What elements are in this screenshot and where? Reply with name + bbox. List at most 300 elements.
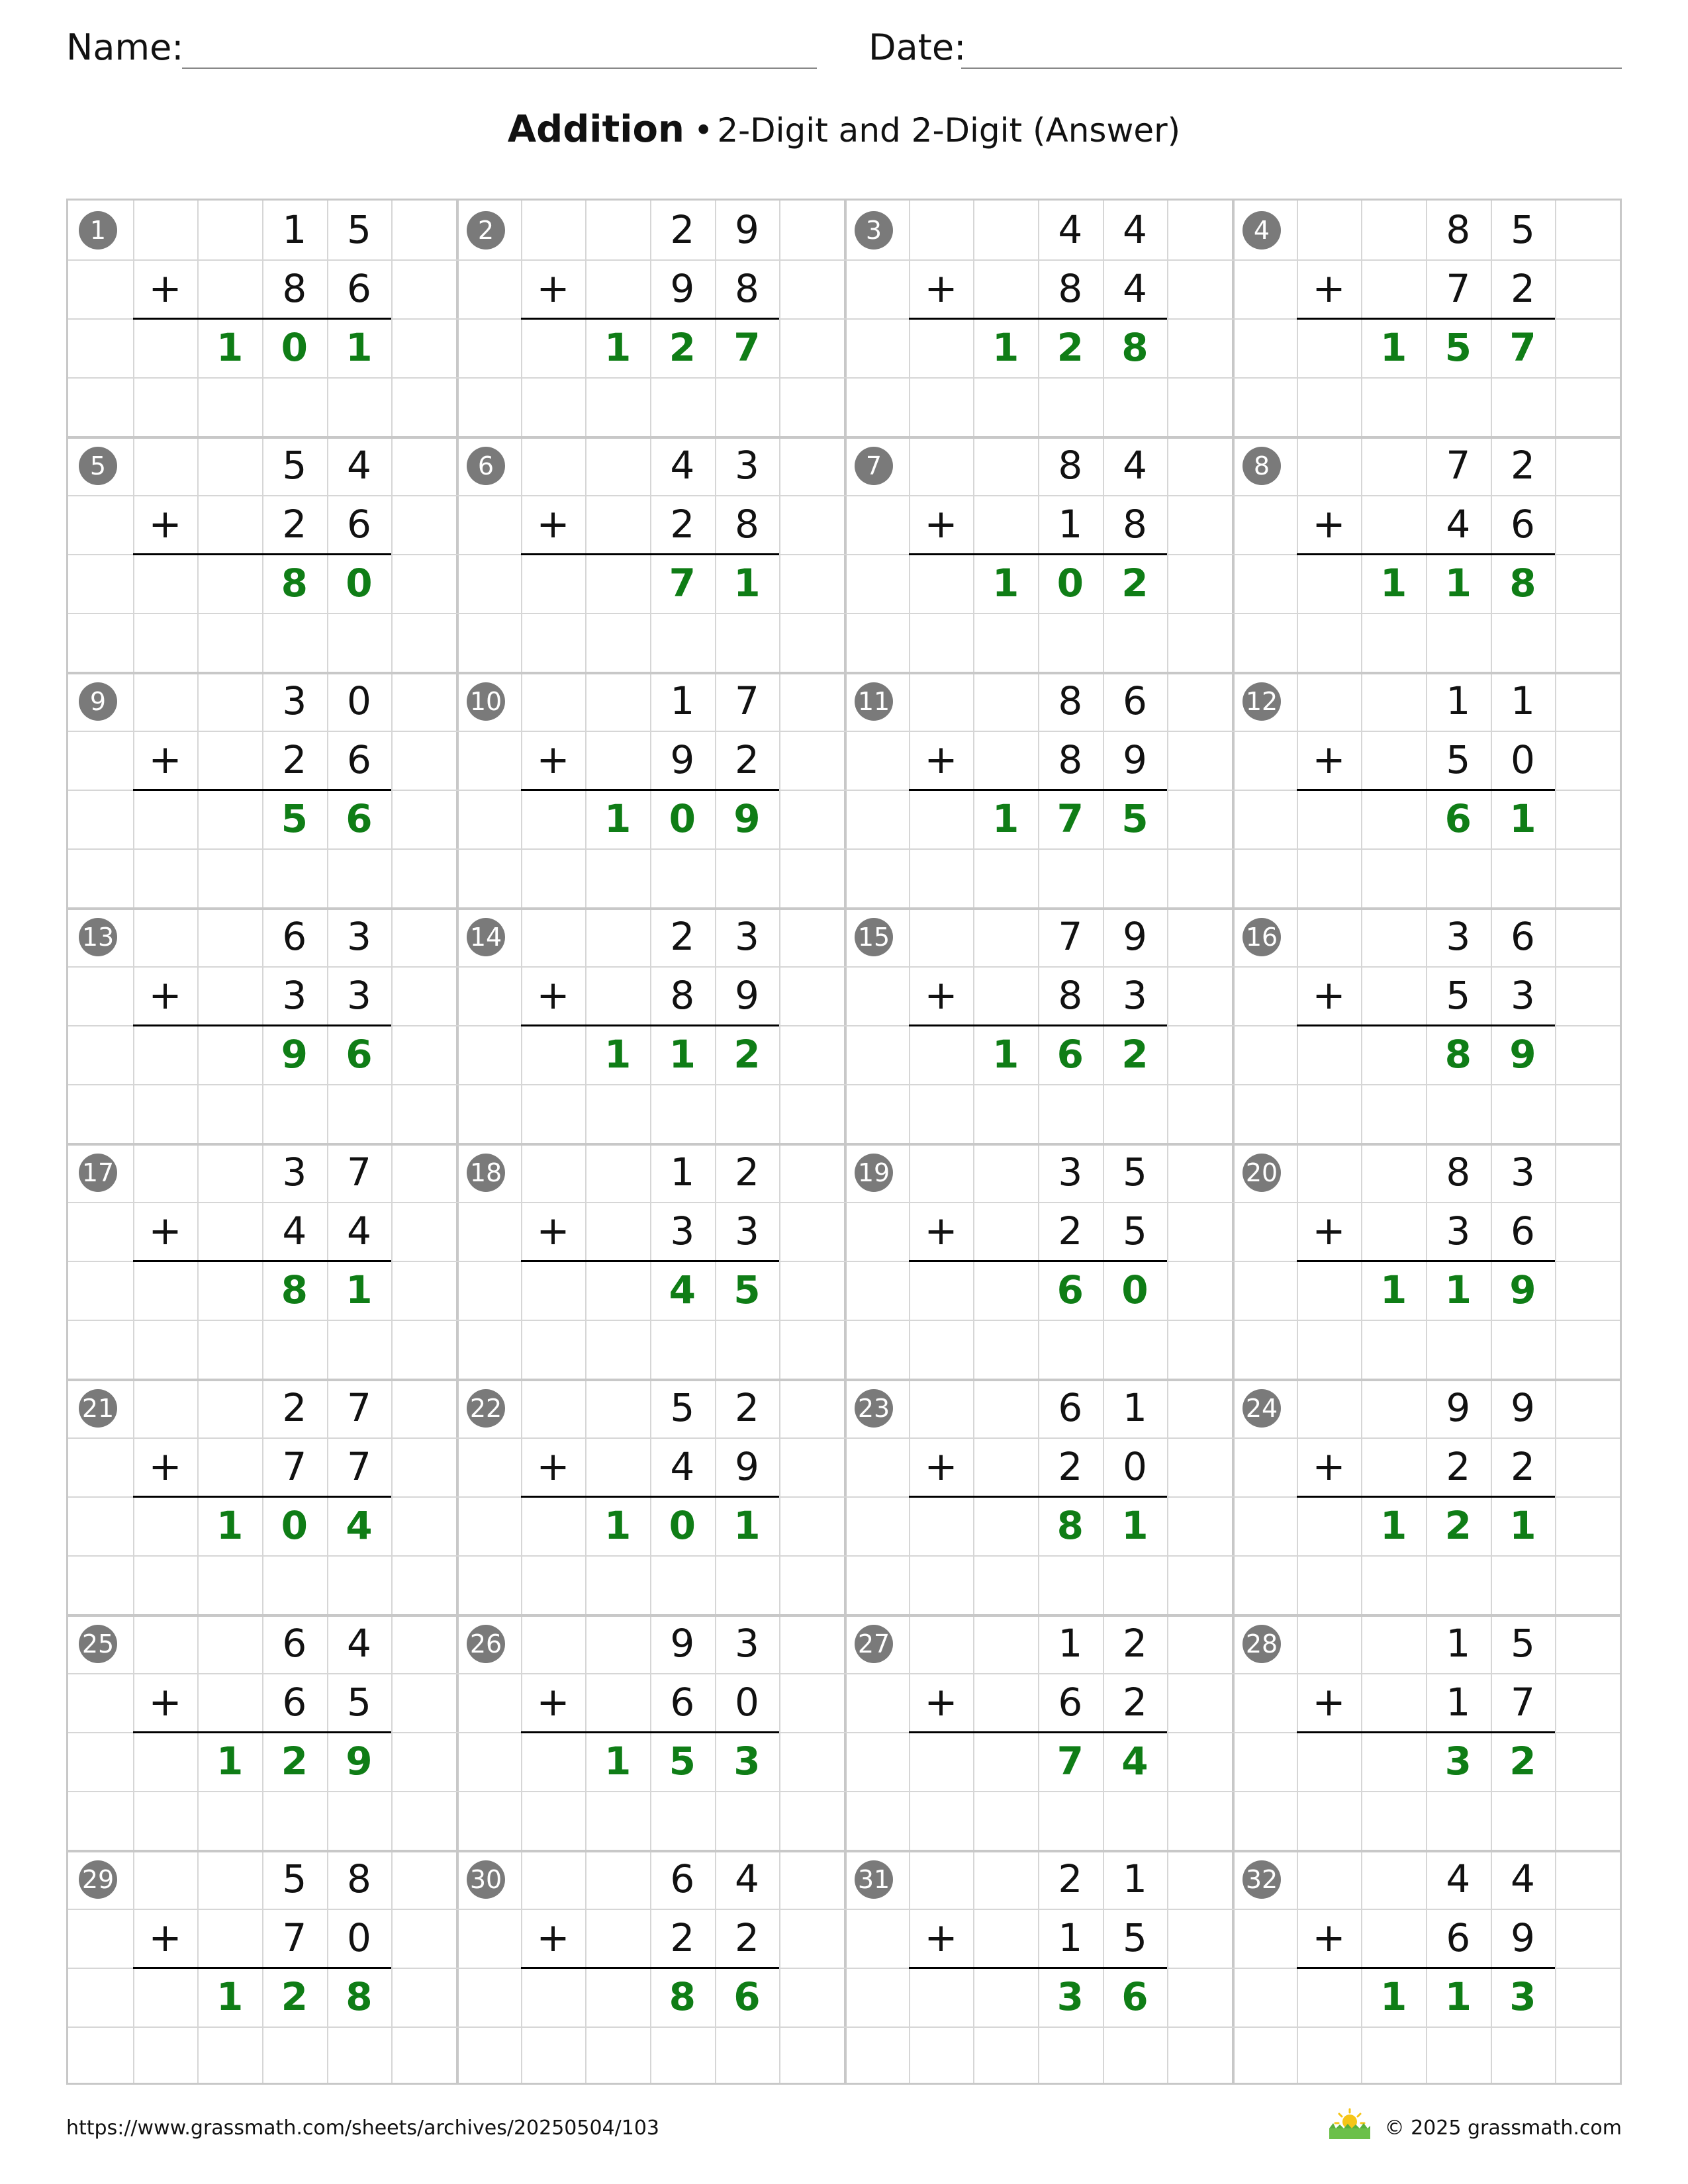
addend-top-digit: 1 <box>1123 1856 1147 1901</box>
problem-7 <box>844 436 1232 672</box>
addend-bottom-digit: 8 <box>735 266 759 311</box>
answer-digit: 3 <box>1509 1974 1536 2019</box>
addend-top-digit: 6 <box>670 1856 695 1901</box>
answer-digit: 1 <box>604 1503 632 1548</box>
answer-digit: 1 <box>216 1503 244 1548</box>
addend-bottom-digit: 4 <box>282 1208 307 1253</box>
problem-number-badge: 13 <box>79 918 117 956</box>
problem-8 <box>1232 436 1620 672</box>
addend-top-digit: 1 <box>670 1150 695 1195</box>
answer-digit: 9 <box>1509 1032 1536 1077</box>
plus-sign: + <box>148 1443 182 1490</box>
answer-digit: 0 <box>669 1503 696 1548</box>
problem-number-badge: 2 <box>467 211 505 250</box>
answer-digit: 7 <box>1056 796 1084 841</box>
answer-digit: 1 <box>1380 561 1407 606</box>
addend-bottom-digit: 4 <box>670 1444 695 1489</box>
addend-top-digit: 7 <box>347 1385 371 1430</box>
addend-top-digit: 8 <box>1058 443 1083 488</box>
worksheet-title <box>0 106 1688 154</box>
answer-digit: 1 <box>216 1739 244 1784</box>
addend-top-digit: 3 <box>282 678 307 723</box>
addend-bottom-digit: 3 <box>670 1208 695 1253</box>
addend-bottom-digit: 5 <box>1446 973 1471 1018</box>
plus-sign: + <box>536 501 570 547</box>
answer-digit: 8 <box>1509 561 1536 606</box>
plus-sign: + <box>924 972 958 1019</box>
answer-digit: 6 <box>1056 1267 1084 1312</box>
problem-15 <box>844 907 1232 1143</box>
addend-bottom-digit: 2 <box>1058 1444 1083 1489</box>
addend-top-digit: 5 <box>282 1856 307 1901</box>
problem-number-badge: 7 <box>855 447 893 485</box>
plus-sign: + <box>924 1679 958 1725</box>
answer-digit: 8 <box>1121 325 1149 370</box>
addend-top-digit: 1 <box>1446 1621 1471 1666</box>
addend-bottom-digit: 6 <box>670 1680 695 1725</box>
problem-28 <box>1232 1614 1620 1850</box>
answer-digit: 5 <box>281 796 308 841</box>
problem-4 <box>1232 201 1620 436</box>
plus-sign: + <box>148 265 182 312</box>
answer-digit: 9 <box>281 1032 308 1077</box>
problem-27 <box>844 1614 1232 1850</box>
plus-sign: + <box>924 501 958 547</box>
addend-top-digit: 8 <box>1058 678 1083 723</box>
problem-12 <box>1232 672 1620 907</box>
problem-number-badge: 12 <box>1243 682 1281 721</box>
plus-sign: + <box>148 1208 182 1254</box>
answer-digit: 2 <box>1056 325 1084 370</box>
plus-sign: + <box>536 1443 570 1490</box>
addend-bottom-digit: 9 <box>735 973 759 1018</box>
problem-31 <box>844 1850 1232 2085</box>
addend-top-digit: 1 <box>282 207 307 252</box>
addend-bottom-digit: 4 <box>347 1208 371 1253</box>
addend-bottom-digit: 5 <box>347 1680 371 1725</box>
answer-digit: 1 <box>992 325 1019 370</box>
problem-20 <box>1232 1143 1620 1379</box>
answer-digit: 7 <box>1056 1739 1084 1784</box>
addend-top-digit: 1 <box>1058 1621 1083 1666</box>
addend-top-digit: 4 <box>1511 1856 1535 1901</box>
addend-top-digit: 1 <box>1123 1385 1147 1430</box>
answer-digit: 8 <box>1444 1032 1472 1077</box>
addend-bottom-digit: 1 <box>1058 502 1083 547</box>
addend-top-digit: 2 <box>1511 443 1535 488</box>
addend-bottom-digit: 5 <box>1123 1208 1147 1253</box>
addend-bottom-digit: 2 <box>735 1915 759 1960</box>
addend-top-digit: 3 <box>1058 1150 1083 1195</box>
answer-digit: 1 <box>733 561 761 606</box>
addend-bottom-digit: 9 <box>1511 1915 1535 1960</box>
problem-2 <box>456 201 844 436</box>
plus-sign: + <box>148 501 182 547</box>
answer-digit: 5 <box>1121 796 1149 841</box>
problem-22 <box>456 1379 844 1614</box>
plus-sign: + <box>536 1915 570 1961</box>
answer-digit: 2 <box>1444 1503 1472 1548</box>
addend-bottom-digit: 6 <box>1446 1915 1471 1960</box>
addend-bottom-digit: 9 <box>1123 737 1147 782</box>
addend-bottom-digit: 8 <box>1123 502 1147 547</box>
problem-14 <box>456 907 844 1143</box>
addend-top-digit: 0 <box>347 678 371 723</box>
addend-bottom-digit: 7 <box>1446 266 1471 311</box>
answer-digit: 2 <box>1121 1032 1149 1077</box>
addend-top-digit: 3 <box>282 1150 307 1195</box>
addend-top-digit: 7 <box>347 1150 371 1195</box>
date-label: Date: <box>868 26 966 68</box>
answer-digit: 5 <box>1444 325 1472 370</box>
addend-bottom-digit: 2 <box>1511 266 1535 311</box>
addend-bottom-digit: 5 <box>1123 1915 1147 1960</box>
plus-sign: + <box>1312 1208 1346 1254</box>
answer-digit: 9 <box>346 1739 373 1784</box>
addend-top-digit: 4 <box>1446 1856 1471 1901</box>
answer-digit: 7 <box>733 325 761 370</box>
answer-digit: 1 <box>992 1032 1019 1077</box>
addend-bottom-digit: 0 <box>735 1680 759 1725</box>
addend-top-digit: 7 <box>735 678 759 723</box>
problem-30 <box>456 1850 844 2085</box>
addend-bottom-digit: 6 <box>1511 1208 1535 1253</box>
plus-sign: + <box>536 1208 570 1254</box>
problem-3 <box>844 201 1232 436</box>
addend-bottom-digit: 9 <box>670 266 695 311</box>
problem-24 <box>1232 1379 1620 1614</box>
problem-25 <box>68 1614 456 1850</box>
answer-digit: 1 <box>1509 1503 1536 1548</box>
addend-top-digit: 3 <box>735 443 759 488</box>
addend-bottom-digit: 8 <box>1058 737 1083 782</box>
plus-sign: + <box>1312 265 1346 312</box>
answer-digit: 3 <box>1056 1974 1084 2019</box>
addend-bottom-digit: 6 <box>347 266 371 311</box>
addend-bottom-digit: 5 <box>1446 737 1471 782</box>
addend-bottom-digit: 2 <box>735 737 759 782</box>
addend-bottom-digit: 9 <box>670 737 695 782</box>
title-subtitle: 2-Digit and 2-Digit (Answer) <box>717 111 1181 150</box>
plus-sign: + <box>1312 501 1346 547</box>
answer-digit: 2 <box>733 1032 761 1077</box>
answer-digit: 4 <box>669 1267 696 1312</box>
answer-digit: 1 <box>1444 561 1472 606</box>
addend-bottom-digit: 6 <box>347 502 371 547</box>
addend-top-digit: 5 <box>1123 1150 1147 1195</box>
addend-top-digit: 1 <box>1446 678 1471 723</box>
problem-number-badge: 26 <box>467 1625 505 1663</box>
answer-digit: 1 <box>346 1267 373 1312</box>
answer-digit: 1 <box>216 1974 244 2019</box>
addend-top-digit: 6 <box>1511 914 1535 959</box>
answer-digit: 1 <box>604 796 632 841</box>
answer-digit: 6 <box>346 796 373 841</box>
addend-bottom-digit: 0 <box>1511 737 1535 782</box>
title-separator: • <box>693 111 714 150</box>
answer-digit: 0 <box>281 1503 308 1548</box>
problem-number-badge: 23 <box>855 1389 893 1428</box>
answer-digit: 0 <box>1056 561 1084 606</box>
problem-18 <box>456 1143 844 1379</box>
addend-bottom-digit: 1 <box>1058 1915 1083 1960</box>
addend-top-digit: 8 <box>1446 207 1471 252</box>
addend-bottom-digit: 2 <box>670 1915 695 1960</box>
addend-bottom-digit: 2 <box>282 737 307 782</box>
answer-digit: 0 <box>346 561 373 606</box>
addend-bottom-digit: 4 <box>1446 502 1471 547</box>
problem-number-badge: 15 <box>855 918 893 956</box>
addend-bottom-digit: 3 <box>735 1208 759 1253</box>
addend-top-digit: 2 <box>735 1150 759 1195</box>
answer-digit: 2 <box>1509 1739 1536 1784</box>
addend-bottom-digit: 3 <box>282 973 307 1018</box>
addend-top-digit: 3 <box>735 1621 759 1666</box>
addend-bottom-digit: 3 <box>1123 973 1147 1018</box>
answer-digit: 1 <box>1509 796 1536 841</box>
answer-digit: 5 <box>669 1739 696 1784</box>
problem-number-badge: 1 <box>79 211 117 250</box>
problem-11 <box>844 672 1232 907</box>
addend-top-digit: 2 <box>1058 1856 1083 1901</box>
answer-digit: 9 <box>733 796 761 841</box>
plus-sign: + <box>1312 1443 1346 1490</box>
addend-bottom-digit: 6 <box>1511 502 1535 547</box>
addend-top-digit: 5 <box>347 207 371 252</box>
problem-number-badge: 8 <box>1243 447 1281 485</box>
addend-bottom-digit: 0 <box>1123 1444 1147 1489</box>
answer-digit: 8 <box>281 561 308 606</box>
plus-sign: + <box>148 737 182 783</box>
answer-digit: 1 <box>992 561 1019 606</box>
addend-top-digit: 7 <box>1058 914 1083 959</box>
problem-number-badge: 30 <box>467 1860 505 1899</box>
problem-number-badge: 9 <box>79 682 117 721</box>
addend-top-digit: 5 <box>1511 207 1535 252</box>
addend-bottom-digit: 6 <box>347 737 371 782</box>
problem-number-badge: 24 <box>1243 1389 1281 1428</box>
problem-29 <box>68 1850 456 2085</box>
problem-number-badge: 22 <box>467 1389 505 1428</box>
problem-16 <box>1232 907 1620 1143</box>
addend-top-digit: 3 <box>347 914 371 959</box>
answer-digit: 1 <box>604 1032 632 1077</box>
problem-number-badge: 31 <box>855 1860 893 1899</box>
addend-top-digit: 2 <box>670 914 695 959</box>
problem-6 <box>456 436 844 672</box>
addend-bottom-digit: 6 <box>282 1680 307 1725</box>
problem-number-badge: 20 <box>1243 1154 1281 1192</box>
addend-bottom-digit: 7 <box>282 1915 307 1960</box>
addend-bottom-digit: 1 <box>1446 1680 1471 1725</box>
addend-bottom-digit: 3 <box>347 973 371 1018</box>
answer-digit: 1 <box>669 1032 696 1077</box>
problem-number-badge: 28 <box>1243 1625 1281 1663</box>
problem-23 <box>844 1379 1232 1614</box>
problem-number-badge: 19 <box>855 1154 893 1192</box>
problem-5 <box>68 436 456 672</box>
answer-digit: 1 <box>992 796 1019 841</box>
addend-top-digit: 2 <box>735 1385 759 1430</box>
addend-top-digit: 2 <box>1123 1621 1147 1666</box>
date-line[interactable] <box>961 68 1622 69</box>
addend-top-digit: 4 <box>347 443 371 488</box>
plus-sign: + <box>924 1915 958 1961</box>
addend-top-digit: 3 <box>1511 1150 1535 1195</box>
plus-sign: + <box>536 972 570 1019</box>
answer-digit: 1 <box>216 325 244 370</box>
addend-bottom-digit: 3 <box>1446 1208 1471 1253</box>
plus-sign: + <box>148 1915 182 1961</box>
problem-number-badge: 11 <box>855 682 893 721</box>
addend-top-digit: 2 <box>282 1385 307 1430</box>
answer-digit: 0 <box>669 796 696 841</box>
addend-top-digit: 4 <box>1123 443 1147 488</box>
addend-top-digit: 5 <box>282 443 307 488</box>
problem-number-badge: 5 <box>79 447 117 485</box>
problem-26 <box>456 1614 844 1850</box>
problem-number-badge: 21 <box>79 1389 117 1428</box>
addend-top-digit: 7 <box>1446 443 1471 488</box>
answer-digit: 1 <box>346 325 373 370</box>
problem-32 <box>1232 1850 1620 2085</box>
answer-digit: 1 <box>1380 1974 1407 2019</box>
addend-bottom-digit: 3 <box>1511 973 1535 1018</box>
addend-bottom-digit: 7 <box>347 1444 371 1489</box>
addend-bottom-digit: 2 <box>1058 1208 1083 1253</box>
answer-digit: 6 <box>1121 1974 1149 2019</box>
addend-top-digit: 6 <box>282 914 307 959</box>
addend-bottom-digit: 4 <box>1123 266 1147 311</box>
addend-top-digit: 3 <box>1446 914 1471 959</box>
addend-top-digit: 5 <box>1511 1621 1535 1666</box>
plus-sign: + <box>148 1679 182 1725</box>
problem-number-badge: 3 <box>855 211 893 250</box>
answer-digit: 1 <box>1121 1503 1149 1548</box>
addend-bottom-digit: 7 <box>282 1444 307 1489</box>
addend-top-digit: 6 <box>1058 1385 1083 1430</box>
answer-digit: 1 <box>1380 1503 1407 1548</box>
answer-digit: 5 <box>733 1267 761 1312</box>
answer-digit: 8 <box>669 1974 696 2019</box>
addend-top-digit: 5 <box>670 1385 695 1430</box>
addend-bottom-digit: 2 <box>670 502 695 547</box>
plus-sign: + <box>1312 1915 1346 1961</box>
answer-digit: 6 <box>346 1032 373 1077</box>
addend-bottom-digit: 8 <box>1058 266 1083 311</box>
answer-digit: 6 <box>1056 1032 1084 1077</box>
problem-number-badge: 4 <box>1243 211 1281 250</box>
addend-top-digit: 4 <box>670 443 695 488</box>
addend-top-digit: 9 <box>1123 914 1147 959</box>
problem-number-badge: 14 <box>467 918 505 956</box>
footer-copyright: © 2025 grassmath.com <box>1384 2116 1622 2140</box>
answer-digit: 1 <box>1380 325 1407 370</box>
plus-sign: + <box>924 737 958 783</box>
addend-bottom-digit: 8 <box>670 973 695 1018</box>
answer-digit: 7 <box>1509 325 1536 370</box>
plus-sign: + <box>924 1208 958 1254</box>
addend-top-digit: 3 <box>735 914 759 959</box>
problem-9 <box>68 672 456 907</box>
addend-bottom-digit: 8 <box>282 266 307 311</box>
problem-21 <box>68 1379 456 1614</box>
addend-bottom-digit: 2 <box>1446 1444 1471 1489</box>
answer-digit: 3 <box>1444 1739 1472 1784</box>
addend-bottom-digit: 2 <box>1511 1444 1535 1489</box>
addend-top-digit: 9 <box>1511 1385 1535 1430</box>
answer-digit: 1 <box>604 325 632 370</box>
answer-digit: 4 <box>346 1503 373 1548</box>
title-main: Addition <box>507 108 684 151</box>
addend-top-digit: 4 <box>1123 207 1147 252</box>
addend-top-digit: 9 <box>1446 1385 1471 1430</box>
plus-sign: + <box>536 265 570 312</box>
addend-top-digit: 4 <box>1058 207 1083 252</box>
addend-top-digit: 9 <box>735 207 759 252</box>
plus-sign: + <box>536 1679 570 1725</box>
addend-top-digit: 4 <box>735 1856 759 1901</box>
addend-bottom-digit: 8 <box>1058 973 1083 1018</box>
answer-digit: 8 <box>346 1974 373 2019</box>
problem-number-badge: 29 <box>79 1860 117 1899</box>
plus-sign: + <box>924 265 958 312</box>
problem-number-badge: 10 <box>467 682 505 721</box>
problem-19 <box>844 1143 1232 1379</box>
problem-1 <box>68 201 456 436</box>
addend-bottom-digit: 2 <box>282 502 307 547</box>
answer-digit: 1 <box>604 1739 632 1784</box>
problem-number-badge: 17 <box>79 1154 117 1192</box>
addend-top-digit: 8 <box>1446 1150 1471 1195</box>
addend-bottom-digit: 9 <box>735 1444 759 1489</box>
answer-digit: 1 <box>1444 1267 1472 1312</box>
answer-digit: 0 <box>281 325 308 370</box>
plus-sign: + <box>1312 972 1346 1019</box>
plus-sign: + <box>924 1443 958 1490</box>
answer-digit: 8 <box>281 1267 308 1312</box>
problem-number-badge: 6 <box>467 447 505 485</box>
problem-number-badge: 16 <box>1243 918 1281 956</box>
answer-digit: 4 <box>1121 1739 1149 1784</box>
name-label: Name: <box>66 26 184 68</box>
answer-digit: 2 <box>1121 561 1149 606</box>
footer-url[interactable]: https://www.grassmath.com/sheets/archives/20250504/103 <box>66 2116 660 2140</box>
answer-digit: 2 <box>281 1739 308 1784</box>
grass-sun-logo-icon <box>1327 2107 1373 2140</box>
problem-13 <box>68 907 456 1143</box>
plus-sign: + <box>1312 737 1346 783</box>
answer-digit: 9 <box>1509 1267 1536 1312</box>
addend-bottom-digit: 6 <box>1058 1680 1083 1725</box>
problem-number-badge: 32 <box>1243 1860 1281 1899</box>
answer-digit: 2 <box>669 325 696 370</box>
problem-number-badge: 18 <box>467 1154 505 1192</box>
addend-bottom-digit: 0 <box>347 1915 371 1960</box>
addend-top-digit: 6 <box>1123 678 1147 723</box>
addend-top-digit: 6 <box>282 1621 307 1666</box>
addend-top-digit: 8 <box>347 1856 371 1901</box>
answer-digit: 6 <box>1444 796 1472 841</box>
answer-digit: 2 <box>281 1974 308 2019</box>
problem-17 <box>68 1143 456 1379</box>
name-line[interactable] <box>182 68 817 69</box>
addend-top-digit: 1 <box>1511 678 1535 723</box>
plus-sign: + <box>148 972 182 1019</box>
answer-digit: 8 <box>1056 1503 1084 1548</box>
answer-digit: 6 <box>733 1974 761 2019</box>
problem-number-badge: 27 <box>855 1625 893 1663</box>
